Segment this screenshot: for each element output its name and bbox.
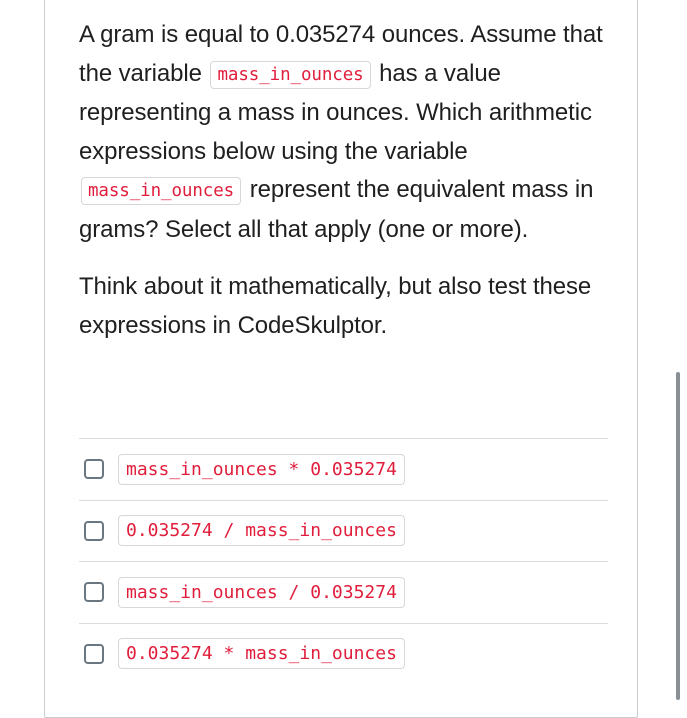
question-sentence-1: A gram is equal to 0.035274 ounces. Assume that the variable bbox=[79, 21, 603, 87]
answer-option-1[interactable] bbox=[79, 438, 608, 500]
checkbox-icon[interactable] bbox=[84, 459, 104, 479]
answer-code: mass_in_ounces * 0.035274 bbox=[118, 454, 405, 485]
question-text bbox=[79, 16, 619, 345]
question-sentence-2: has a value representing a mass in ounces. Which arithmetic expressions below using the variable bbox=[79, 59, 592, 165]
question-paragraph-2: Think about it mathematically, but also test these expressions in CodeSkulptor. bbox=[79, 273, 592, 339]
inline-code-variable: mass_in_ounces bbox=[81, 177, 241, 205]
question-sentence-3: represent the equivalent mass in grams? Select all that apply (one or more). bbox=[79, 176, 594, 243]
answer-list bbox=[79, 438, 608, 684]
inline-code-variable: mass_in_ounces bbox=[210, 61, 370, 89]
answer-code: 0.035274 * mass_in_ounces bbox=[118, 638, 405, 669]
checkbox-icon[interactable] bbox=[84, 521, 104, 541]
answer-code: 0.035274 / mass_in_ounces bbox=[118, 515, 405, 546]
answer-code: mass_in_ounces / 0.035274 bbox=[118, 577, 405, 608]
answer-option-4[interactable] bbox=[79, 623, 608, 685]
checkbox-icon[interactable] bbox=[84, 582, 104, 602]
question-paragraph-1 bbox=[79, 16, 619, 249]
answer-option-2[interactable] bbox=[79, 500, 608, 562]
answer-option-3[interactable] bbox=[79, 561, 608, 623]
scrollbar[interactable] bbox=[676, 372, 680, 700]
checkbox-icon[interactable] bbox=[84, 644, 104, 664]
